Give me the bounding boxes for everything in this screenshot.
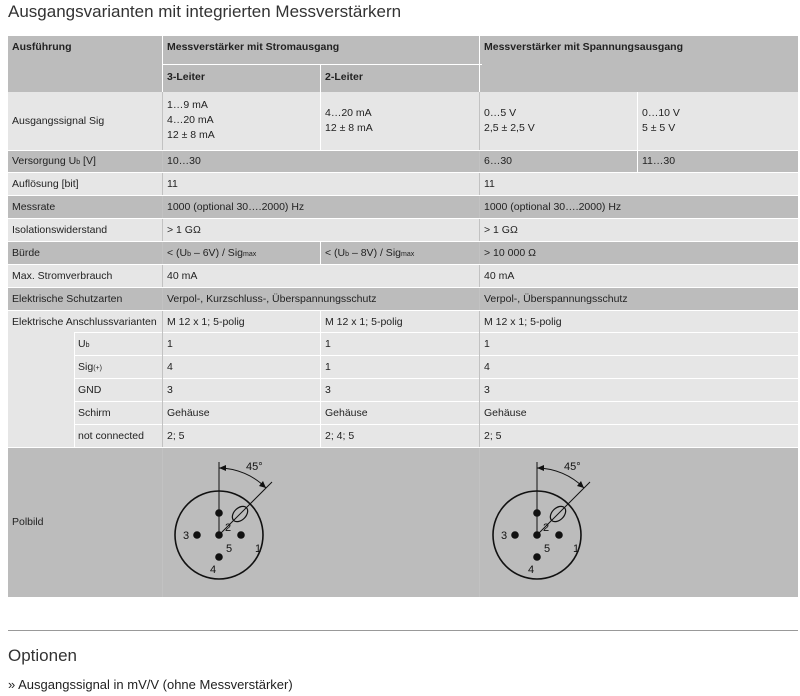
- supply-v1: 6…30: [484, 155, 513, 167]
- pin-label-1: 1: [255, 543, 262, 555]
- row-resolution: [8, 172, 798, 195]
- label-shield: Schirm: [78, 407, 111, 419]
- label-pin-diagram: Polbild: [12, 516, 44, 528]
- ub-2w: 1: [325, 338, 331, 350]
- label-measure-rate: Messrate: [12, 201, 56, 213]
- pin-label-1: 1: [573, 543, 580, 555]
- section-divider: [8, 630, 798, 631]
- output-signal-v1-1: 0…5 V: [484, 107, 517, 119]
- label-gnd: GND: [78, 384, 102, 396]
- output-signal-3w-3: 12 ± 8 mA: [167, 129, 215, 141]
- label-sig: Sig(+): [78, 361, 102, 373]
- load-3w: < (Ub – 6V) / Sigmax: [167, 247, 257, 259]
- row-protection: [8, 287, 798, 310]
- nc-3w: 2; 5: [167, 430, 185, 442]
- pin-label-5: 5: [226, 543, 233, 555]
- label-resolution: Auflösung [bit]: [12, 178, 79, 190]
- output-signal-3w-2: 4…20 mA: [167, 114, 214, 126]
- output-signal-v2-2: 5 ± 5 V: [642, 122, 676, 134]
- insulation-voltage: > 1 GΩ: [484, 224, 518, 236]
- protection-voltage: Verpol-, Überspannungsschutz: [484, 293, 628, 305]
- nc-2w: 2; 4; 5: [325, 430, 355, 442]
- options-title: Optionen: [8, 646, 77, 665]
- gnd-voltage: 3: [484, 384, 490, 396]
- resolution-voltage: 11: [484, 178, 495, 190]
- shield-voltage: Gehäuse: [484, 407, 527, 419]
- connection-3w: M 12 x 1; 5-polig: [167, 316, 245, 328]
- label-not-connected: not connected: [78, 430, 144, 442]
- row-insulation: [8, 218, 798, 241]
- shield-3w: Gehäuse: [167, 407, 210, 419]
- row-measure-rate: [8, 195, 798, 218]
- label-protection: Elektrische Schutzarten: [12, 293, 123, 305]
- label-ub: Ub: [78, 338, 90, 350]
- output-signal-3w-1: 1…9 mA: [167, 99, 208, 111]
- output-signal-v1-2: 2,5 ± 2,5 V: [484, 122, 535, 134]
- consumption-current: 40 mA: [167, 270, 198, 282]
- header-voltage-output: Messverstärker mit Spannungsausgang: [484, 41, 683, 53]
- pin-diagram-current: [164, 450, 304, 590]
- protection-current: Verpol-, Kurzschluss-, Überspannungsschutz: [167, 293, 377, 305]
- pin-label-3: 3: [183, 530, 190, 542]
- row-current-consumption: [8, 264, 798, 287]
- pin-label-3: 3: [501, 530, 508, 542]
- connection-voltage: M 12 x 1; 5-polig: [484, 316, 562, 328]
- angle-label: 45°: [246, 461, 263, 473]
- insulation-current: > 1 GΩ: [167, 224, 201, 236]
- pin-diagram-voltage-drawing: [493, 461, 590, 579]
- ub-voltage: 1: [484, 338, 490, 350]
- label-load: Bürde: [12, 247, 41, 259]
- sig-2w: 1: [325, 361, 331, 373]
- row-supply: [8, 150, 798, 172]
- label-current-consumption: Max. Stromverbrauch: [12, 270, 113, 282]
- pin-label-2: 2: [543, 522, 550, 534]
- sig-3w: 4: [167, 361, 173, 373]
- measure-rate-current: 1000 (optional 30….2000) Hz: [167, 201, 305, 213]
- pin-label-4: 4: [528, 564, 535, 576]
- resolution-current: 11: [167, 178, 178, 190]
- load-voltage: > 10 000 Ω: [484, 247, 536, 259]
- row-output-signal: [8, 92, 798, 150]
- page-title: Ausgangsvarianten mit integrierten Messverstärkern: [8, 2, 402, 21]
- pin-label-5: 5: [544, 543, 551, 555]
- connection-2w: M 12 x 1; 5-polig: [325, 316, 403, 328]
- ub-3w: 1: [167, 338, 173, 350]
- label-supply: Versorgung Ub [V]: [12, 155, 96, 167]
- header-current-output: Messverstärker mit Stromausgang: [167, 41, 340, 53]
- header-3-wire: 3-Leiter: [167, 71, 205, 83]
- measure-rate-voltage: 1000 (optional 30….2000) Hz: [484, 201, 622, 213]
- row-pin-diagram: [8, 447, 798, 597]
- row-load: [8, 241, 798, 264]
- supply-current: 10…30: [167, 155, 201, 167]
- gnd-2w: 3: [325, 384, 331, 396]
- label-output-signal: Ausgangssignal Sig: [12, 115, 105, 127]
- load-2w: < (Ub – 8V) / Sigmax: [325, 247, 415, 259]
- angle-label: 45°: [564, 461, 581, 473]
- header-2-wire: 2-Leiter: [325, 71, 363, 83]
- nc-voltage: 2; 5: [484, 430, 502, 442]
- output-signal-2w-1: 4…20 mA: [325, 107, 372, 119]
- pin-label-2: 2: [225, 522, 232, 534]
- output-signal-v2-1: 0…10 V: [642, 107, 680, 119]
- label-connection: Elektrische Anschlussvarianten: [12, 316, 157, 328]
- label-insulation: Isolationswiderstand: [12, 224, 108, 236]
- shield-2w: Gehäuse: [325, 407, 368, 419]
- options-item: » Ausgangssignal in mV/V (ohne Messverstärker): [8, 677, 293, 692]
- pin-diagram-current-drawing: [175, 461, 272, 579]
- gnd-3w: 3: [167, 384, 173, 396]
- output-signal-2w-2: 12 ± 8 mA: [325, 122, 373, 134]
- pin-label-4: 4: [210, 564, 217, 576]
- supply-v2: 11…30: [642, 155, 676, 167]
- sig-voltage: 4: [484, 361, 490, 373]
- header-execution: Ausführung: [12, 41, 72, 53]
- pin-diagram-voltage: [482, 450, 622, 590]
- consumption-voltage: 40 mA: [484, 270, 515, 282]
